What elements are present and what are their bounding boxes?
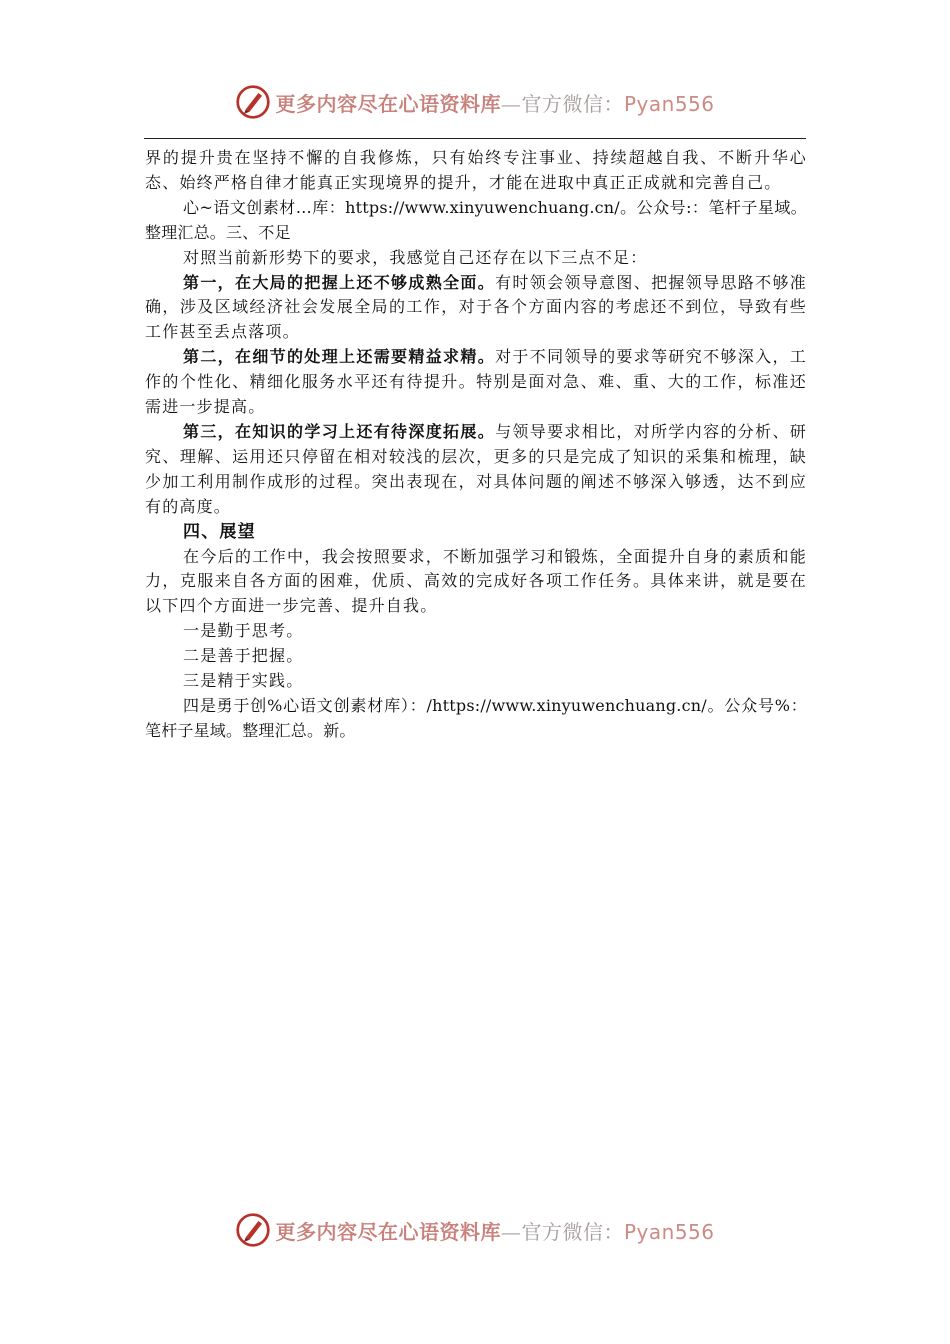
list-item: 一是勤于思考。 — [183, 621, 304, 641]
point-text: 有时领会领导意图、把握领导思路不够准确，涉及区域经济社会发展全局的工作，对于各个方面内容的考虑还不到位，导致有些工作甚至丢点落项。 — [145, 272, 807, 342]
point-text: 对于不同领导的要求等研究不够深入，工作的个性化、精细化服务水平还有待提升。特别是面对急、难、重、大的工作，标准还需进一步提高。 — [145, 347, 807, 417]
paragraph-point-2 — [145, 345, 807, 420]
banner-text — [275, 88, 714, 117]
banner-dash: — — [500, 1219, 522, 1244]
list-item: 二是善于把握。 — [183, 646, 304, 666]
logo-icon — [235, 84, 271, 120]
banner-main: 更多内容尽在心语资料库 — [275, 91, 501, 116]
paragraph-source-note: 四是勇于创%心语文创素材库）：/https://www.xinyuwenchuang.cn/。公众号%：笔杆子星域。整理汇总。新。 — [145, 695, 807, 740]
list-item: 三是精于实践。 — [183, 671, 304, 691]
banner-wechat-id: Pyan556 — [623, 91, 715, 116]
point-lead: 第二，在细节的处理上还需要精益求精。 — [183, 347, 496, 367]
banner-main: 更多内容尽在心语资料库 — [275, 1219, 501, 1244]
logo-icon — [235, 1212, 271, 1248]
paragraph-point-1 — [145, 271, 807, 346]
point-text: 与领导要求相比，对所学内容的分析、研究、理解、运用还只停留在相对较浅的层次，更多的只是完成了知识的采集和梳理，缺少加工利用制作成形的过程。突出表现在，对具体问题的阐述不够深入够透，达不到应有的高度。 — [145, 421, 807, 516]
document-body — [145, 146, 807, 744]
banner-wechat-id: Pyan556 — [623, 1219, 715, 1244]
paragraph-point-3 — [145, 420, 807, 520]
paragraph: 在今后的工作中，我会按照要求，不断加强学习和锻炼，全面提升自身的素质和能力，克服来自各方面的困难，优质、高效的完成好各项工作任务。具体来讲，就是要在以下四个方面进一步完善、提升自我。 — [145, 546, 807, 616]
banner-sub: 官方微信： — [521, 1219, 624, 1244]
section-heading: 四、展望 — [183, 521, 256, 542]
banner-dash: — — [500, 91, 522, 116]
point-lead: 第一，在大局的把握上还不够成熟全面。 — [183, 272, 496, 292]
header-rule — [144, 138, 806, 139]
point-lead: 第三，在知识的学习上还有待深度拓展。 — [183, 421, 496, 441]
banner-sub: 官方微信： — [521, 91, 624, 116]
paragraph: 界的提升贵在坚持不懈的自我修炼，只有始终专注事业、持续超越自我、不断升华心态、始终严格自律才能真正实现境界的提升，才能在进取中真正正成就和完善自己。 — [145, 148, 807, 192]
header-banner — [0, 82, 950, 122]
banner-text — [275, 1216, 714, 1245]
paragraph: 对照当前新形势下的要求，我感觉自己还存在以下三点不足： — [183, 247, 648, 267]
paragraph-source-note: 心~语文创素材…库：https://www.xinyuwenchuang.cn/。公众号:：笔杆子星域。整理汇总。三、不足 — [145, 197, 807, 242]
footer-banner — [0, 1210, 950, 1250]
